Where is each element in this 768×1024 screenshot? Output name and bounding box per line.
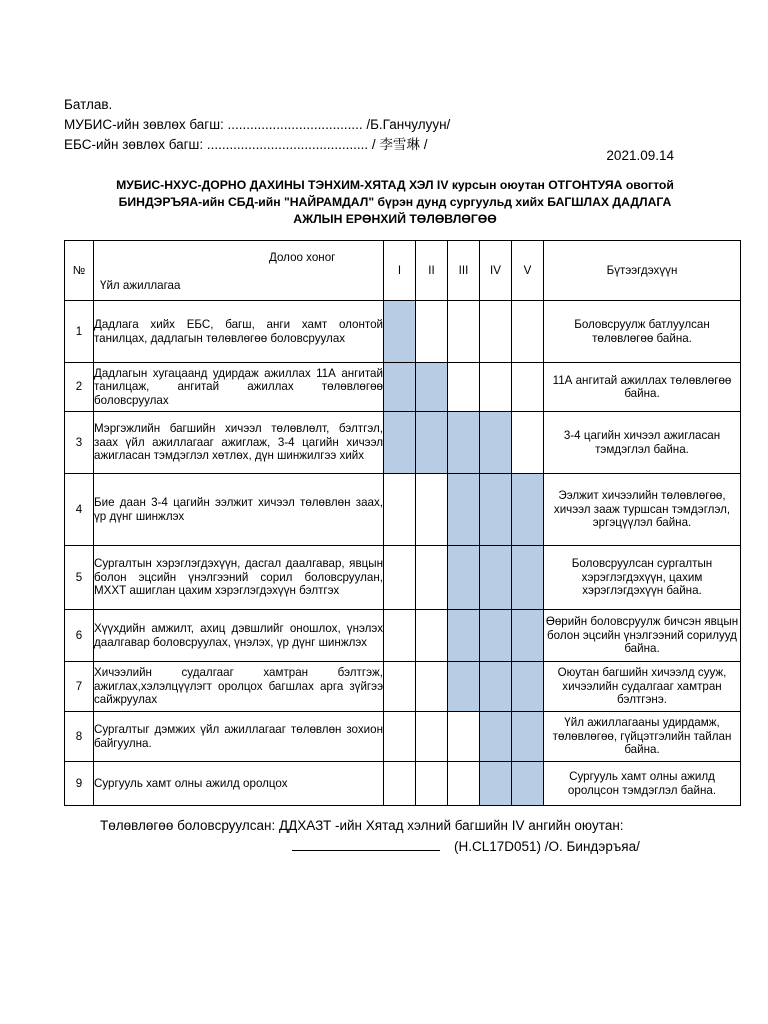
week-5-cell: [512, 363, 544, 412]
week-1-cell: [384, 610, 416, 662]
week-5-cell: [512, 412, 544, 474]
row-result: Боловсруулж батлуулсан төлөвлөгөө байна.: [544, 301, 741, 363]
header-week-3: III: [448, 241, 480, 301]
footer-block: [100, 816, 640, 857]
week-4-cell: [480, 712, 512, 762]
school-advisor-suffix: /: [423, 137, 428, 152]
header-number: №: [65, 241, 94, 301]
row-number: 8: [65, 712, 94, 762]
header-week-5: V: [512, 241, 544, 301]
row-result: Боловсруулсан сургалтын хэрэглэгдэхүүн, цахим хэрэглэгдэхүүн байна.: [544, 546, 741, 610]
week-4-cell: [480, 762, 512, 806]
header-work-label: Үйл ажиллагаа: [100, 279, 181, 292]
row-result: Үйл ажиллагааны удирдамж, төлөвлөгөө, гүйцэтгэлийн тайлан байна.: [544, 712, 741, 762]
row-number: 2: [65, 363, 94, 412]
week-1-cell: [384, 412, 416, 474]
week-4-cell: [480, 363, 512, 412]
table-row: [65, 301, 741, 363]
row-result: 3-4 цагийн хичээл ажигласан тэмдэглэл байна.: [544, 412, 741, 474]
row-activity: Бие даан 3-4 цагийн ээлжит хичээл төлөвлөн заах, үр дүнг шинжлэх: [94, 474, 384, 546]
week-1-cell: [384, 762, 416, 806]
week-4-cell: [480, 474, 512, 546]
mubis-advisor-line: МУБИС-ийн зөвлөх багш: .................................... /Б.Ганчулуун/: [64, 117, 451, 132]
row-number: 9: [65, 762, 94, 806]
row-result: Ээлжит хичээлийн төлөвлөгөө, хичээл зааж туршсан тэмдэглэл, эргэцүүлэл байна.: [544, 474, 741, 546]
document-date: 2021.09.14: [606, 148, 674, 163]
footer-signature-line: [292, 836, 640, 857]
table-row: [65, 412, 741, 474]
week-2-cell: [416, 301, 448, 363]
week-1-cell: [384, 712, 416, 762]
plan-table-body: [65, 301, 741, 806]
week-2-cell: [416, 474, 448, 546]
week-4-cell: [480, 662, 512, 712]
week-3-cell: [448, 546, 480, 610]
table-row: [65, 610, 741, 662]
week-4-cell: [480, 546, 512, 610]
table-row: [65, 712, 741, 762]
title-line-2: БИНДЭРЪЯА-ийн СБД-ийн "НАЙРАМДАЛ" бүрэн дунд сургуульд хийх БАГШЛАХ ДАДЛАГА: [118, 195, 672, 209]
week-2-cell: [416, 762, 448, 806]
row-activity: Дадлага хийх ЕБС, багш, анги хамт олонтой танилцах, дадлагын төлөвлөгөө боловсруулах: [94, 301, 384, 363]
row-activity: Хичээлийн судалгааг хамтран бэлтгэж, ажиглах,хэлэлцүүлэгт оролцох багшлах арга зүйгээ сайжруулах: [94, 662, 384, 712]
week-1-cell: [384, 301, 416, 363]
signature-blank: [292, 836, 440, 851]
approved-label: Батлав.: [64, 97, 113, 112]
header-week-1: I: [384, 241, 416, 301]
week-2-cell: [416, 712, 448, 762]
table-header-row: [65, 241, 741, 301]
title-line-3: АЖЛЫН ЕРӨНХИЙ ТӨЛӨВЛӨГӨӨ: [293, 212, 497, 226]
school-advisor-name: 李雪琳: [379, 137, 420, 153]
week-5-cell: [512, 762, 544, 806]
week-5-cell: [512, 712, 544, 762]
week-2-cell: [416, 610, 448, 662]
row-number: 3: [65, 412, 94, 474]
row-result: Өөрийн боловсруулж бичсэн явцын болон эцсийн үнэлгээний сорилууд байна.: [544, 610, 741, 662]
row-result: 11А ангитай ажиллах төлөвлөгөө байна.: [544, 363, 741, 412]
week-2-cell: [416, 412, 448, 474]
row-activity: Дадлагын хугацаанд удирдаж ажиллах 11А ангитай танилцаж, ангитай ажиллах төлөвлөгөө боловсруулах: [94, 363, 384, 412]
header-week-4: IV: [480, 241, 512, 301]
week-3-cell: [448, 662, 480, 712]
plan-table: [64, 240, 741, 806]
row-activity: Хүүхдийн амжилт, ахиц дэвшлийг оношлох, үнэлэх даалгавар боловсруулах, үнэлэх, үр дүнг шинжлэх: [94, 610, 384, 662]
week-2-cell: [416, 662, 448, 712]
week-4-cell: [480, 412, 512, 474]
approval-block: [64, 95, 450, 155]
row-result: Оюутан багшийн хичээлд сууж, хичээлийн судалгааг хамтран бэлтгэнэ.: [544, 662, 741, 712]
header-week-2: II: [416, 241, 448, 301]
table-row: [65, 662, 741, 712]
week-1-cell: [384, 474, 416, 546]
header-week-label: Долоо хоног: [269, 251, 336, 264]
week-5-cell: [512, 610, 544, 662]
week-5-cell: [512, 662, 544, 712]
week-2-cell: [416, 363, 448, 412]
row-number: 4: [65, 474, 94, 546]
row-activity: Мэргэжлийн багшийн хичээл төлөвлөлт, бэлтгэл, заах үйл ажиллагааг ажиглаж, 3-4 цагийн хичээл ажигласан тэмдэглэл хөтлөх, дүн шинжилгээ хийх: [94, 412, 384, 474]
week-5-cell: [512, 546, 544, 610]
row-activity: Сургалтын хэрэглэгдэхүүн, дасгал даалгавар, явцын болон эцсийн үнэлгээний сорил боловсруулан, МХХТ ашиглан цахим хэрэглэгдэхүүн бэлтгэх: [94, 546, 384, 610]
school-advisor-prefix: ЕБС-ийн зөвлөх багш: ........................................... /: [64, 137, 376, 152]
week-3-cell: [448, 474, 480, 546]
table-row: [65, 762, 741, 806]
document-title: [64, 177, 726, 228]
school-advisor-line: [64, 135, 450, 155]
header-activity: [94, 241, 384, 301]
week-3-cell: [448, 363, 480, 412]
title-line-1: МУБИС-НХУС-ДОРНО ДАХИНЫ ТЭНХИМ-ХЯТАД ХЭЛ IV курсын оюутан ОТГОНТУЯА овогтой: [116, 178, 674, 192]
week-5-cell: [512, 474, 544, 546]
week-3-cell: [448, 712, 480, 762]
row-result: Сургууль хамт олны ажилд оролцсон тэмдэглэл байна.: [544, 762, 741, 806]
row-number: 1: [65, 301, 94, 363]
week-2-cell: [416, 546, 448, 610]
header-result: Бүтээгдэхүүн: [544, 241, 741, 301]
week-1-cell: [384, 546, 416, 610]
row-number: 6: [65, 610, 94, 662]
table-row: [65, 546, 741, 610]
footer-student-id: (H.CL17D051) /О. Биндэръяа/: [454, 839, 640, 854]
row-number: 5: [65, 546, 94, 610]
week-3-cell: [448, 762, 480, 806]
week-3-cell: [448, 412, 480, 474]
table-row: [65, 474, 741, 546]
week-1-cell: [384, 662, 416, 712]
footer-prepared-by: Төлөвлөгөө боловсруулсан: ДДХАЗТ -ийн Хятад хэлний багшийн IV ангийн оюутан:: [100, 818, 624, 833]
week-5-cell: [512, 301, 544, 363]
week-4-cell: [480, 610, 512, 662]
row-activity: Сургууль хамт олны ажилд оролцох: [94, 762, 384, 806]
table-row: [65, 363, 741, 412]
week-3-cell: [448, 301, 480, 363]
row-activity: Сургалтыг дэмжих үйл ажиллагааг төлөвлөн зохион байгуулна.: [94, 712, 384, 762]
row-number: 7: [65, 662, 94, 712]
week-3-cell: [448, 610, 480, 662]
week-1-cell: [384, 363, 416, 412]
week-4-cell: [480, 301, 512, 363]
